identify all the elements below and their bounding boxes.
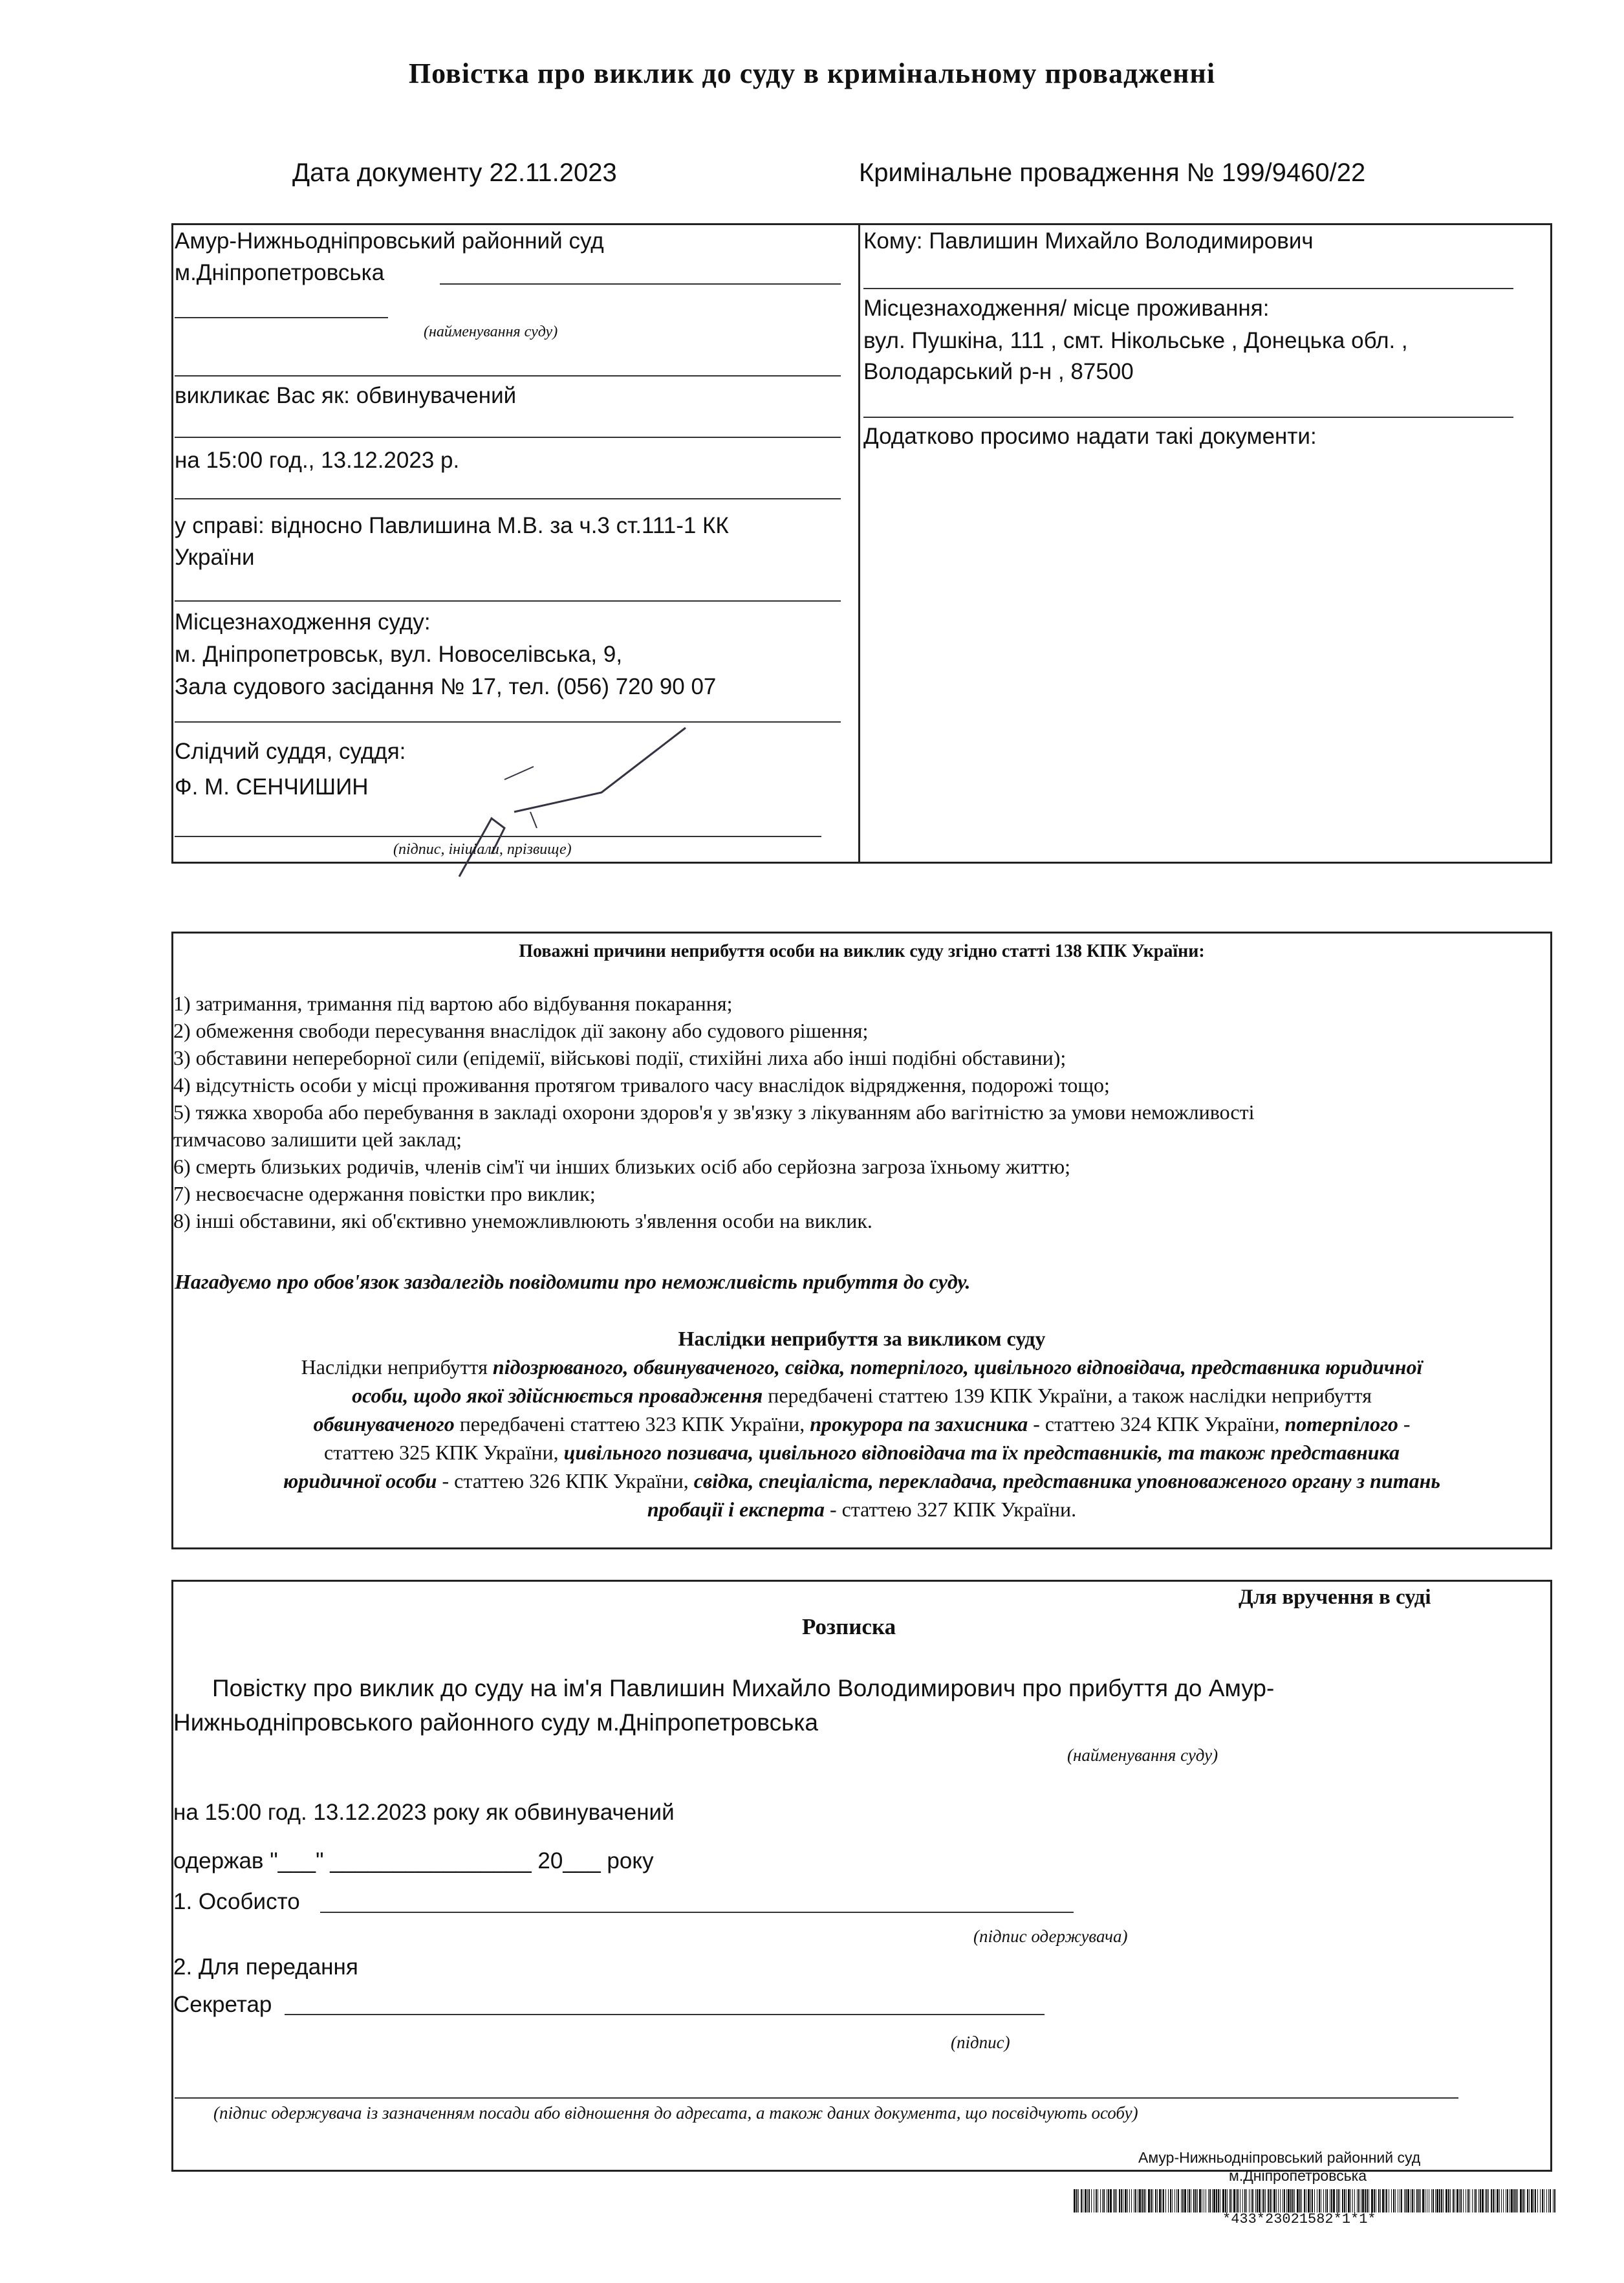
court-hint: (найменування суду) — [424, 323, 558, 340]
summons-as: викликає Вас як: обвинувачений — [175, 383, 517, 408]
consequences-line-4: статтею 325 КПК України, цивільного позивача, цивільного відповідача та їх представників, та також представника — [324, 1441, 1400, 1464]
address-line1: вул. Пушкіна, 111 , смт. Нікольське , Донецька обл. , — [863, 328, 1408, 353]
footer-court-city: м.Дніпропетровська — [1229, 2167, 1367, 2184]
recipient-signature-hint: (підпис одержувача) — [973, 1927, 1128, 1946]
secretary-label: Секретар — [173, 1992, 272, 2017]
reason-5-cont: тимчасово залишити цей заклад; — [173, 1128, 462, 1151]
receipt-title: Розписка — [802, 1614, 896, 1639]
barcode-bar — [1554, 2189, 1555, 2212]
signature-hint: (підпис, ініціали, прізвище) — [393, 841, 572, 858]
reason-2: 2) обмеження свободи пересування внаслідок дії закону або судового рішення; — [173, 1019, 869, 1042]
transfer-label: 2. Для передання — [173, 1954, 358, 1980]
court-address: м. Дніпропетровськ, вул. Новоселівська, 9, — [175, 642, 623, 667]
case-subject-cont: України — [175, 545, 255, 570]
for-court-label: Для вручення в суді — [1239, 1586, 1431, 1609]
consequences-line-1: Наслідки неприбуття підозрюваного, обвинуваченого, свідка, потерпілого, цивільного відповідача, представника юридичної — [301, 1355, 1423, 1379]
reasons-heading: Поважні причини неприбуття особи на виклик суду згідно статті 138 КПК України: — [519, 941, 1205, 961]
court-room-phone: Зала судового засідання № 17, тел. (056) 720 90 07 — [175, 674, 717, 699]
court-location-label: Місцезнаходження суду: — [175, 609, 431, 635]
address-line2: Володарський р-н , 87500 — [863, 359, 1134, 384]
reason-6: 6) смерть близьких родичів, членів сім'ї чи інших близьких осіб або серйозна загроза їхньому життю; — [173, 1155, 1071, 1178]
secretary-signature-hint: (підпис) — [951, 2033, 1010, 2052]
receipt-text-line1: Повістку про виклик до суду на ім'я Павлишин Михайло Володимирович про прибуття до Амур- — [212, 1675, 1275, 1701]
barcode-text: *433*23021582*1*1* — [1222, 2211, 1376, 2227]
consequences-line-3: обвинуваченого передбачені статтею 323 КПК України, прокурора па захисника - статтею 324 КПК України, потерпілого - — [313, 1412, 1411, 1436]
case-subject: у справі: відносно Павлишина М.В. за ч.3 ст.111-1 КК — [175, 513, 729, 538]
reason-3: 3) обставини непереборної сили (епідемії, військові події, стихійні лиха або інші подібні обставини); — [173, 1046, 1066, 1069]
hearing-time: на 15:00 год., 13.12.2023 р. — [175, 448, 460, 473]
reason-5: 5) тяжка хвороба або перебування в закладі охорони здоров'я у зв'язку з лікуванням або вагітністю за умови неможливості — [173, 1100, 1255, 1124]
case-number: Кримінальне провадження № 199/9460/22 — [859, 158, 1366, 187]
receipt-court-hint: (найменування суду) — [1067, 1745, 1218, 1765]
judge-label: Слідчий суддя, суддя: — [175, 739, 406, 764]
consequences-line-2: особи, щодо якої здійснюється провадження передбачені статтею 139 КПК України, а також наслідки неприбуття — [352, 1384, 1372, 1407]
table-divider — [858, 223, 860, 864]
reason-1: 1) затримання, тримання під вартою або відбування покарання; — [173, 992, 733, 1015]
reason-8: 8) інші обставини, які об'єктивно унеможливлюють з'явлення особи на виклик. — [173, 1209, 872, 1232]
received-date: одержав "___" ________________ 20___ року — [173, 1848, 654, 1873]
personally-label: 1. Особисто — [173, 1889, 300, 1914]
consequences-heading: Наслідки неприбуття за викликом суду — [678, 1327, 1046, 1350]
consequences-line-6: пробації і експерта - статтею 327 КПК України. — [647, 1498, 1077, 1521]
receipt-text-line2: Нижньодніпровського районного суду м.Дніпропетровська — [173, 1709, 819, 1736]
barcode — [1074, 2189, 1559, 2212]
receipt-time: на 15:00 год. 13.12.2023 року як обвинувачений — [173, 1800, 675, 1825]
consequences-line-5: юридичної особи - статтею 326 КПК України, свідка, спеціаліста, перекладача, представника уповноваженого органу з питань — [283, 1469, 1440, 1492]
footer-court: Амур-Нижньодніпровський районний суд — [1138, 2149, 1421, 2166]
reason-4: 4) відсутність особи у місці проживання протягом тривалого часу внаслідок відрядження, подорожі тощо; — [173, 1073, 1110, 1097]
address-label: Місцезнаходження/ місце проживання: — [863, 296, 1270, 321]
court-name: Амур-Нижньодніпровський районний суд — [175, 228, 604, 254]
reminder: Нагадуємо про обов'язок заздалегідь повідомити про неможливість прибуття до суду. — [175, 1270, 971, 1293]
recipient: Кому: Павлишин Михайло Володимирович — [863, 228, 1314, 254]
bottom-signature-hint: (підпис одержувача із зазначенням посади або відношення до адресата, а також даних документа, що посвідчують особу) — [213, 2103, 1138, 2123]
judge-name: Ф. М. СЕНЧИШИН — [175, 774, 369, 800]
documents-request: Додатково просимо надати такі документи: — [863, 424, 1317, 449]
court-city: м.Дніпропетровська — [175, 260, 385, 285]
document-title: Повістка про виклик до суду в кримінальному провадженні — [408, 58, 1216, 89]
reason-7: 7) несвоєчасне одержання повістки про виклик; — [173, 1182, 596, 1205]
document-date: Дата документу 22.11.2023 — [292, 158, 617, 187]
